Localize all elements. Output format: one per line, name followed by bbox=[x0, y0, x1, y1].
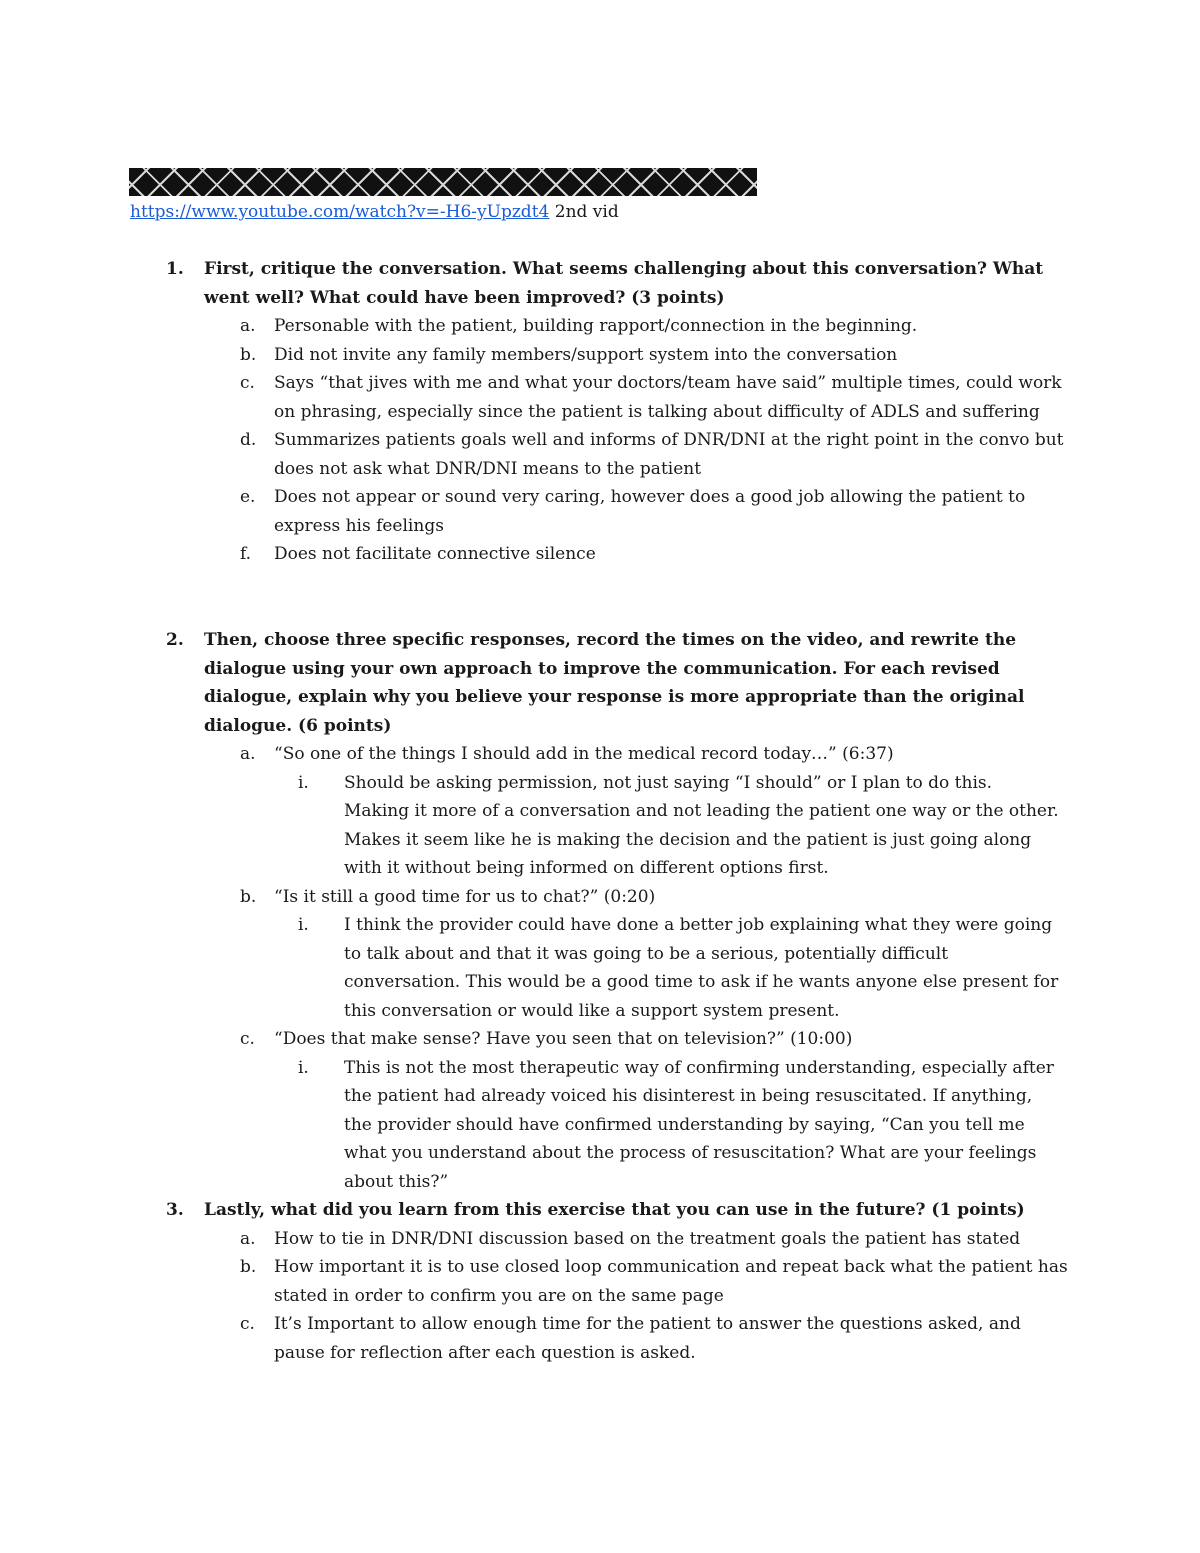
list-item: c. It’s Important to allow enough time for the patient to answer the questions asked, and pause for reflection after each question is asked. bbox=[240, 1314, 1021, 1363]
list-item: c. “Does that make sense? Have you seen that on television?” (10:00) i. This is not the most therapeutic way of confirming understanding, especially after the patient had already voiced his disinterest in being resuscitated. If anything, the provider should have confirmed understanding by saying, “Can you tell me what you understand about the process of resuscitation? What are your feelings about this?” bbox=[130, 1025, 1070, 1196]
list-item: d. Summarizes patients goals well and informs of DNR/DNI at the right point in the convo but does not ask what DNR/DNI means to the patient bbox=[240, 430, 1064, 479]
question-number: 1. bbox=[166, 259, 184, 279]
question-prompt: Lastly, what did you learn from this exercise that you can use in the future? (1 points) bbox=[204, 1200, 1025, 1220]
question-2 bbox=[130, 626, 1070, 1196]
list-item: c. Says “that jives with me and what your doctors/team have said” multiple times, could work on phrasing, especially since the patient is talking about difficulty of ADLS and suffering bbox=[240, 373, 1062, 422]
list-item: b. “Is it still a good time for us to chat?” (0:20) i. I think the provider could have done a better job explaining what they were going to talk about and that it was going to be a serious, potentially difficult conversation. This would be a good time to ask if he wants anyone else present for this conversation or would like a support system present. bbox=[130, 883, 1070, 1026]
youtube-link[interactable]: https://www.youtube.com/watch?v=-H6-yUpzdt4 bbox=[130, 202, 550, 222]
list-item: a. “So one of the things I should add in the medical record today…” (6:37) i. Should be asking permission, not just saying “I should” or I plan to do this. Making it more of a conversation and not leading the patient one way or the other. Makes it seem like he is making the decision and the patient is just going along with it without being informed on different options first. bbox=[130, 740, 1070, 883]
answer-list bbox=[130, 1225, 1070, 1368]
question-number: 3. bbox=[166, 1200, 184, 1220]
list-item: f. Does not facilitate connective silence bbox=[240, 544, 596, 564]
list-item: b. Did not invite any family members/support system into the conversation bbox=[240, 344, 898, 365]
sub-list-item: i. Should be asking permission, not just saying “I should” or I plan to do this. Making it more of a conversation and not leading the patient one way or the other. Makes it seem like he is making the decision and the patient is just going along with it without being informed on different options first. bbox=[298, 772, 1059, 878]
list-item: a. How to tie in DNR/DNI discussion based on the treatment goals the patient has stated bbox=[240, 1228, 1021, 1249]
question-prompt: First, critique the conversation. What seems challenging about this conversation? What went well? What could have been improved? (3 points) bbox=[204, 259, 1044, 308]
sub-list-item: i. I think the provider could have done a better job explaining what they were going to talk about and that it was going to be a serious, potentially difficult conversation. This would be a good time to ask if he wants anyone else present for this conversation or would like a support system present. bbox=[298, 915, 1059, 1021]
answer-list bbox=[130, 312, 1070, 569]
video-link-line bbox=[130, 200, 619, 224]
sub-list-item: i. This is not the most therapeutic way of confirming understanding, especially after the patient had already voiced his disinterest in being resuscitated. If anything, the provider should have confirmed understanding by saying, “Can you tell me what you understand about the process of resuscitation? What are your feelings about this?” bbox=[298, 1057, 1054, 1192]
question-3 bbox=[130, 1196, 1070, 1367]
list-item: e. Does not appear or sound very caring, however does a good job allowing the patient to express his feelings bbox=[240, 487, 1026, 536]
link-suffix: 2nd vid bbox=[549, 202, 619, 222]
question-number: 2. bbox=[166, 630, 184, 650]
answer-list bbox=[130, 740, 1070, 1196]
list-item: a. Personable with the patient, building rapport/connection in the beginning. bbox=[240, 316, 918, 336]
question-prompt: Then, choose three specific responses, record the times on the video, and rewrite the dialogue using your own approach to improve the communication. For each revised dialogue, explain why you believe your response is more appropriate than the original dialogue. (6 points) bbox=[204, 630, 1025, 736]
list-item: b. How important it is to use closed loop communication and repeat back what the patient has stated in order to confirm you are on the same page bbox=[240, 1257, 1068, 1306]
redacted-name-bar bbox=[129, 168, 757, 196]
question-1 bbox=[130, 255, 1070, 569]
